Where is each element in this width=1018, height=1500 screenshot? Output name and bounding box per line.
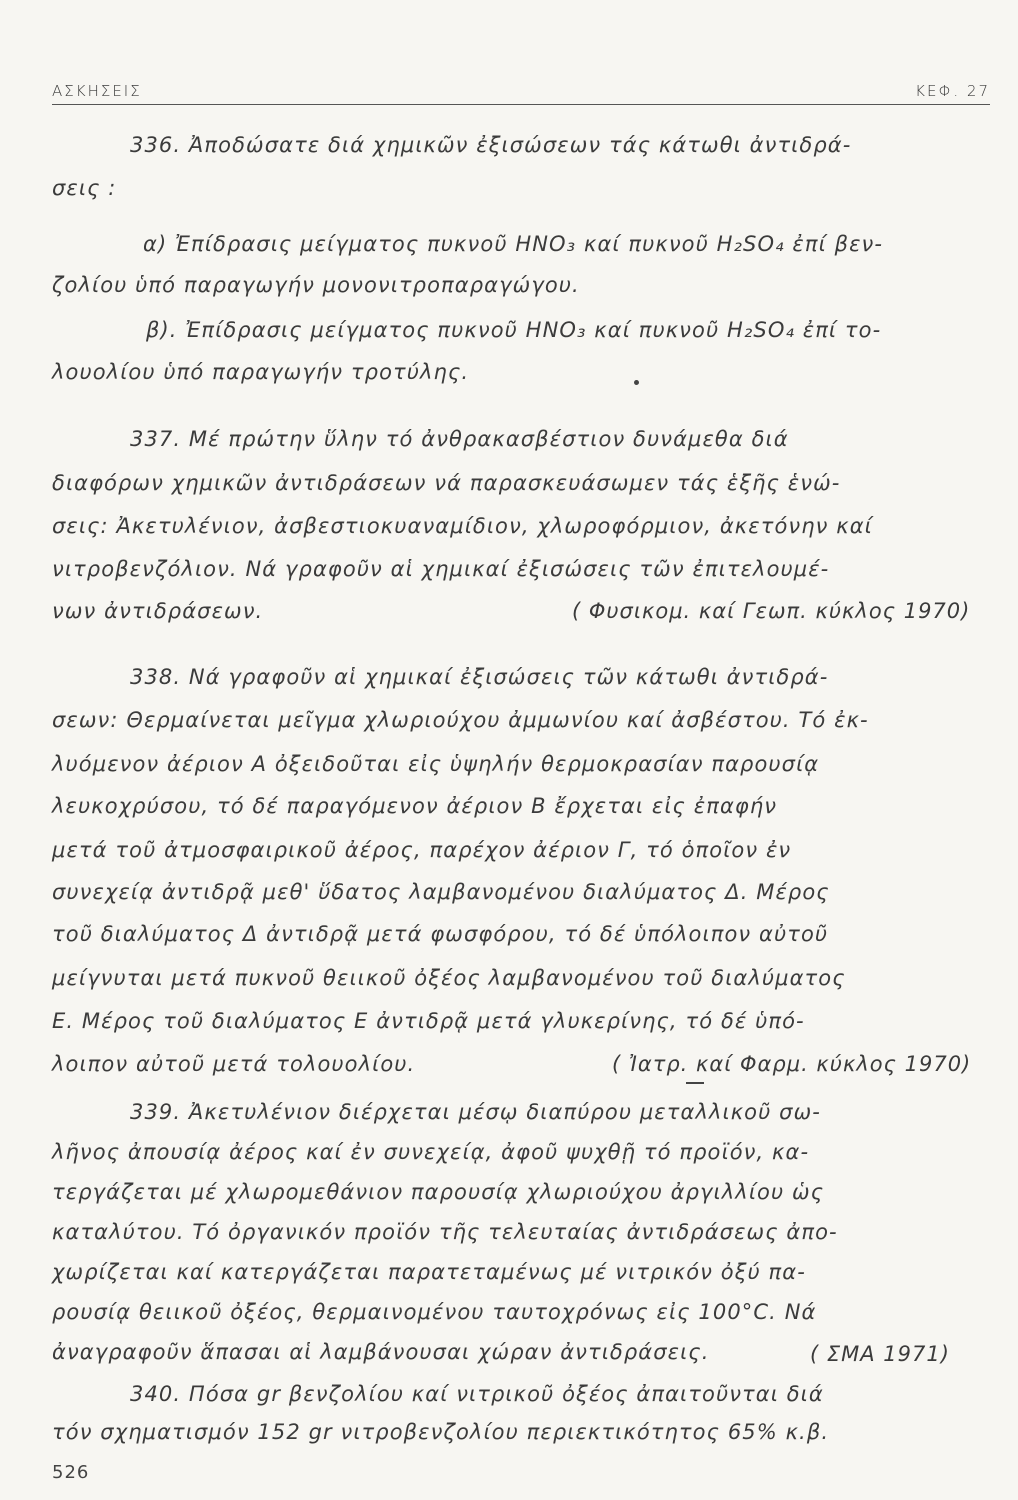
- text-line: λευκοχρύσου, τό δέ παραγόμενον ἀέριον Β ἔρχεται εἰς ἐπαφήν: [52, 794, 778, 818]
- text-line: μείγνυται μετά πυκνοῦ θειικοῦ ὀξέος λαμβανομένου τοῦ διαλύματος: [52, 966, 846, 990]
- page-header: [52, 80, 990, 105]
- text-line: 339. Ἀκετυλένιον διέρχεται μέσῳ διαπύρου μεταλλικοῦ σω-: [130, 1100, 821, 1124]
- text-line: λῆνος ἀπουσίᾳ ἀέρος καί ἐν συνεχείᾳ, ἀφοῦ ψυχθῇ τό προϊόν, κα-: [52, 1140, 810, 1164]
- text-line: α) Ἐπίδρασις μείγματος πυκνοῦ HNO₃ καί πυκνοῦ H₂SO₄ ἐπί βεν-: [143, 232, 884, 256]
- text-line: ζολίου ὑπό παραγωγήν μονονιτροπαραγώγου.: [52, 273, 580, 297]
- text-line: νων ἀντιδράσεων.: [52, 599, 264, 623]
- text-line: β). Ἐπίδρασις μείγματος πυκνοῦ HNO₃ καί πυκνοῦ H₂SO₄ ἐπί το-: [146, 318, 882, 342]
- text-line: χωρίζεται καί κατεργάζεται παρατεταμένως μέ νιτρικόν ὀξύ πα-: [52, 1260, 806, 1284]
- text-line: λυόμενον ἀέριον Α ὀξειδοῦται εἰς ὑψηλήν θερμοκρασίαν παρουσίᾳ: [52, 752, 820, 776]
- text-line: λοιπον αὐτοῦ μετά τολουολίου.: [52, 1052, 416, 1076]
- text-line: τεργάζεται μέ χλωρομεθάνιον παρουσίᾳ χλωριούχου ἀργιλλίου ὡς: [52, 1180, 825, 1204]
- mark-dot: [634, 380, 639, 385]
- text-line: σεις: Ἀκετυλένιον, ἀσβεστιοκυαναμίδιον, χλωροφόρμιον, ἀκετόνην καί: [52, 514, 873, 538]
- exam-source: ( Φυσικομ. καί Γεωπ. κύκλος 1970): [572, 599, 971, 623]
- text-line: τοῦ διαλύματος Δ ἀντιδρᾷ μετά φωσφόρου, τό δέ ὑπόλοιπον αὐτοῦ: [52, 922, 829, 946]
- header-chapter: ΚΕΦ. 27: [915, 82, 990, 100]
- text-line: σεων: Θερμαίνεται μεῖγμα χλωριούχου ἀμμωνίου καί ἀσβέστου. Τό ἐκ-: [52, 708, 869, 732]
- text-line: ρουσίᾳ θειικοῦ ὀξέος, θερμαινομένου ταυτοχρόνως εἰς 100°C. Νά: [52, 1300, 817, 1324]
- text-line: 338. Νά γραφοῦν αἱ χημικαί ἐξισώσεις τῶν κάτωθι ἀντιδρά-: [130, 665, 829, 689]
- header-section-title: ΑΣΚΗΣΕΙΣ: [52, 82, 142, 100]
- text-line: μετά τοῦ ἀτμοσφαιρικοῦ ἀέρος, παρέχον ἀέριον Γ, τό ὁποῖον ἐν: [52, 838, 792, 862]
- exam-source: ( ΣΜΑ 1971): [810, 1342, 950, 1366]
- text-line: ἀναγραφοῦν ἅπασαι αἱ λαμβάνουσαι χώραν ἀντιδράσεις.: [52, 1340, 710, 1364]
- text-line: 340. Πόσα gr βενζολίου καί νιτρικοῦ ὀξέος ἀπαιτοῦνται διά: [130, 1382, 824, 1406]
- text-line: συνεχείᾳ ἀντιδρᾷ μεθ' ὕδατος λαμβανομένου διαλύματος Δ. Μέρος: [52, 880, 830, 904]
- text-line: τόν σχηματισμόν 152 gr νιτροβενζολίου περιεκτικότητος 65% κ.β.: [52, 1420, 830, 1444]
- text-line: καταλύτου. Τό ὀργανικόν προϊόν τῆς τελευταίας ἀντιδράσεως ἀπο-: [52, 1220, 838, 1244]
- page-number: 526: [52, 1462, 90, 1483]
- text-line: 336. Ἀποδώσατε διά χημικῶν ἐξισώσεων τάς κάτωθι ἀντιδρά-: [130, 133, 852, 157]
- text-line: διαφόρων χημικῶν ἀντιδράσεων νά παρασκευάσωμεν τάς ἑξῆς ἑνώ-: [52, 471, 841, 495]
- text-line: λουολίου ὑπό παραγωγήν τροτύλης.: [52, 360, 470, 384]
- text-line: σεις :: [52, 176, 117, 200]
- exam-source: ( Ἰατρ. καί Φαρμ. κύκλος 1970): [612, 1052, 972, 1076]
- text-line: Ε. Μέρος τοῦ διαλύματος Ε ἀντιδρᾷ μετά γλυκερίνης, τό δέ ὑπό-: [52, 1009, 805, 1033]
- text-line: 337. Μέ πρώτην ὕλην τό ἀνθρακασβέστιον δυνάμεθα διά: [130, 427, 789, 451]
- separator-dash: [686, 1082, 704, 1084]
- text-line: νιτροβενζόλιον. Νά γραφοῦν αἱ χημικαί ἐξισώσεις τῶν ἐπιτελουμέ-: [52, 557, 830, 581]
